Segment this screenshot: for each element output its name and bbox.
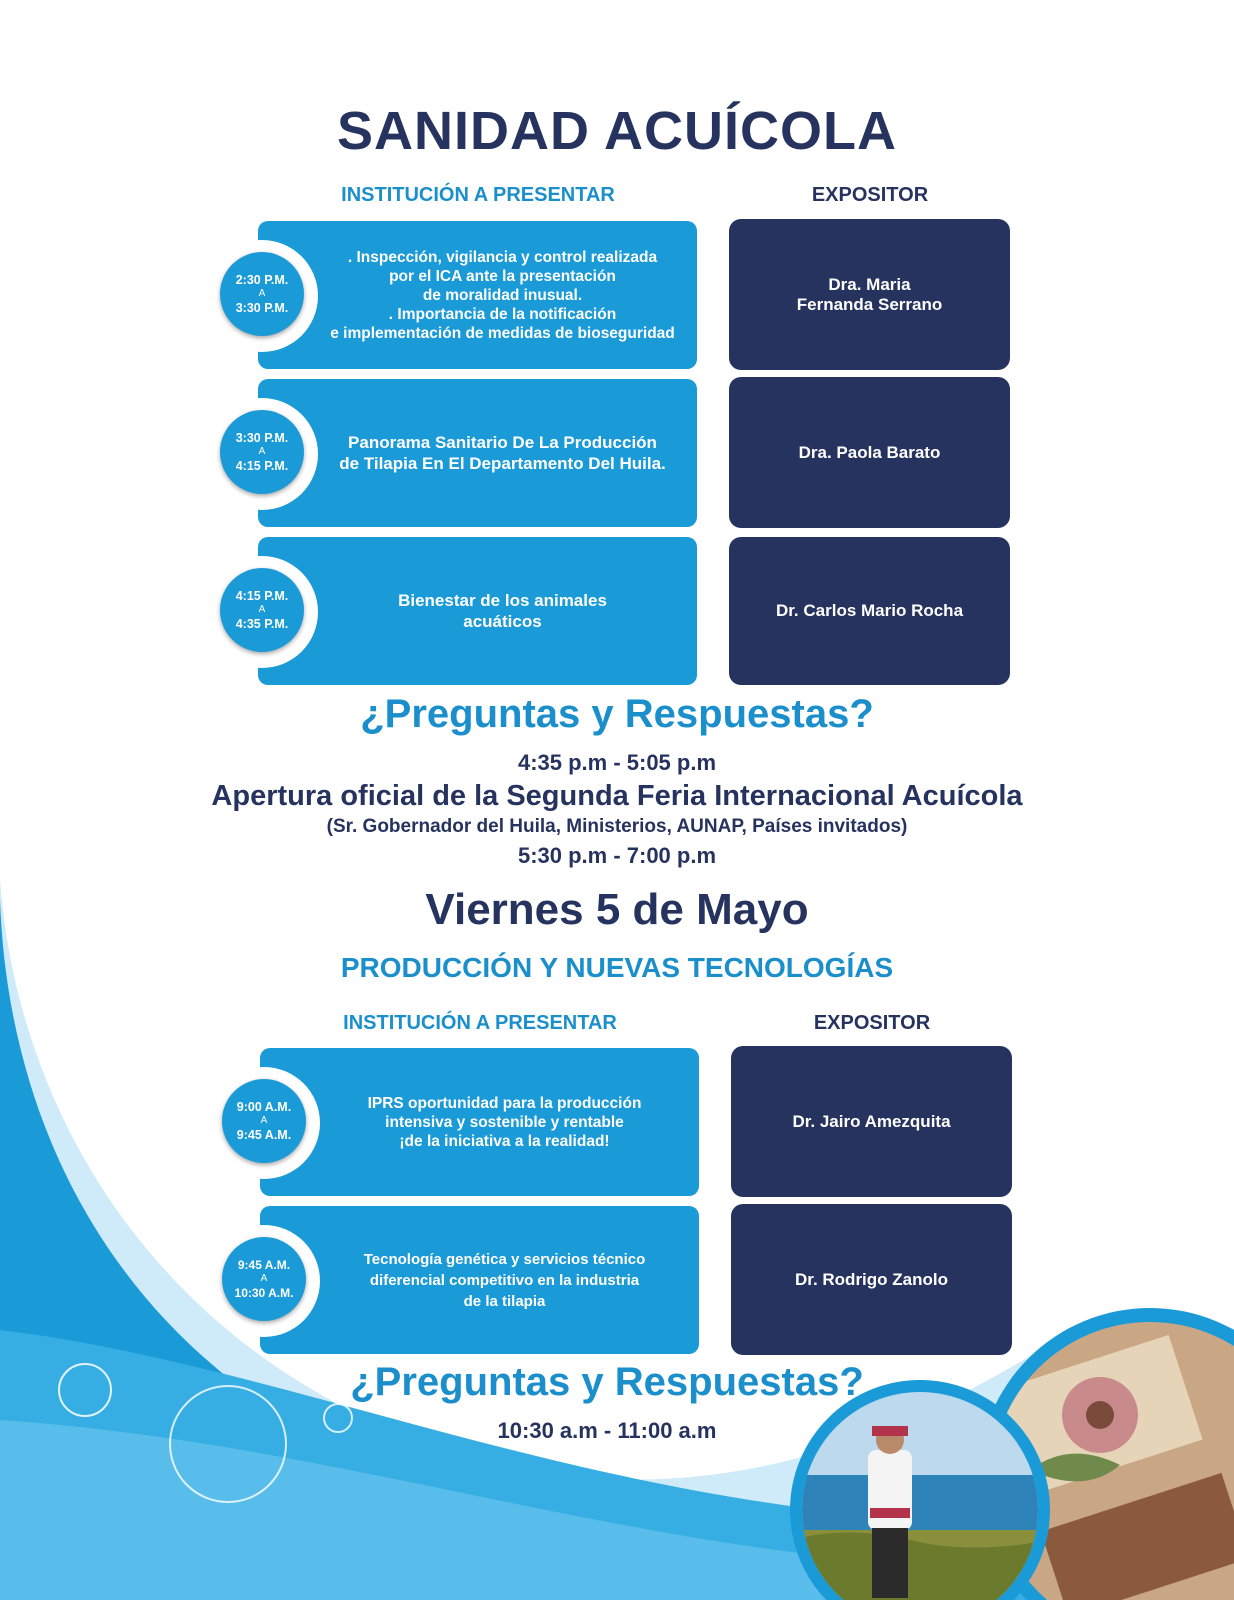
column-header-institution: INSTITUCIÓN A PRESENTAR [341, 184, 615, 206]
opening-title: Apertura oficial de la Segunda Feria Internacional Acuícola [211, 780, 1023, 812]
time-separator: A [258, 288, 266, 299]
time-end: 4:35 P.M. [235, 617, 289, 631]
session-topic: Tecnología genética y servicios técnico diferencial competitivo en la industria de la tilapia [260, 1206, 699, 1354]
speaker-card: Dr. Jairo Amezquita [731, 1046, 1012, 1197]
time-separator: A [258, 604, 266, 615]
session-time [220, 410, 304, 494]
session-topic: Panorama Sanitario De La Producción de Tilapia En El Departamento Del Huila. [258, 379, 697, 527]
session-topic: . Inspección, vigilancia y control realizada por el ICA ante la presentación de moralidad inusual. . Importancia de la notificación e implementación de medidas de bioseguridad [258, 221, 697, 369]
speaker-card: Dra. Paola Barato [729, 377, 1010, 528]
day-subtitle: PRODUCCIÓN Y NUEVAS TECNOLOGÍAS [340, 952, 894, 983]
time-end: 4:15 P.M. [235, 459, 289, 473]
column-header-institution: INSTITUCIÓN A PRESENTAR [343, 1012, 617, 1034]
opening-subtitle: (Sr. Gobernador del Huila, Ministerios, AUNAP, Países invitados) [326, 816, 908, 837]
session-time [220, 568, 304, 652]
section-title: SANIDAD ACUÍCOLA [337, 101, 897, 161]
qa-time: 4:35 p.m - 5:05 p.m [517, 750, 717, 775]
session-time [220, 252, 304, 336]
qa-time: 10:30 a.m - 11:00 a.m [497, 1418, 717, 1443]
time-start: 3:30 P.M. [235, 431, 289, 445]
time-end: 10:30 A.M. [234, 1286, 294, 1300]
time-separator: A [258, 446, 266, 457]
day-title: Viernes 5 de Mayo [425, 885, 809, 934]
speaker-card: Dr. Carlos Mario Rocha [729, 537, 1010, 685]
session-time [222, 1079, 306, 1163]
qa-heading: ¿Preguntas y Respuestas? [350, 1360, 864, 1404]
time-separator: A [260, 1273, 268, 1284]
opening-time: 5:30 p.m - 7:00 p.m [517, 843, 717, 868]
time-separator: A [260, 1115, 268, 1126]
column-header-speaker: EXPOSITOR [813, 1012, 931, 1034]
time-start: 9:45 A.M. [237, 1258, 291, 1272]
time-start: 4:15 P.M. [235, 589, 289, 603]
speaker-card: Dr. Rodrigo Zanolo [731, 1204, 1012, 1355]
qa-heading: ¿Preguntas y Respuestas? [360, 692, 874, 736]
time-end: 3:30 P.M. [235, 301, 289, 315]
time-start: 2:30 P.M. [235, 273, 289, 287]
column-header-speaker: EXPOSITOR [811, 184, 929, 206]
session-topic: Bienestar de los animales acuáticos [258, 537, 697, 685]
session-topic: IPRS oportunidad para la producción intensiva y sostenible y rentable ¡de la iniciativa a la realidad! [260, 1048, 699, 1196]
time-start: 9:00 A.M. [236, 1100, 292, 1114]
speaker-card: Dra. Maria Fernanda Serrano [729, 219, 1010, 370]
session-time [222, 1237, 306, 1321]
time-end: 9:45 A.M. [236, 1128, 292, 1142]
